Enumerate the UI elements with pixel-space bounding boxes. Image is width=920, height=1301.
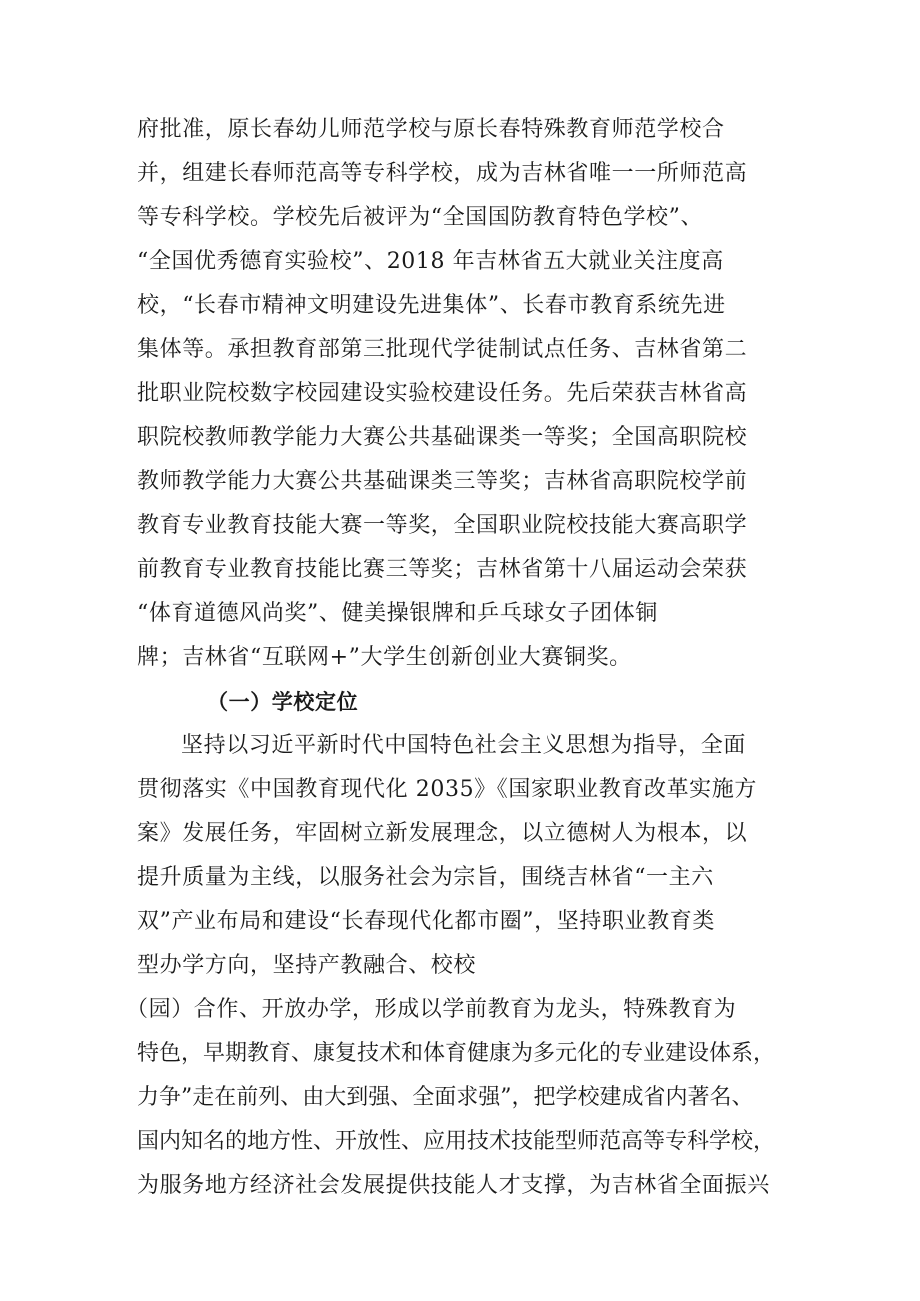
paragraph-line: 力争”走在前列、由大到强、全面求强”，把学校建成省内著名、 — [137, 1085, 754, 1110]
paragraph-line: 案》发展任务，牢固树立新发展理念，以立德树人为根本，以 — [137, 821, 748, 846]
paragraph-line: 教育专业教育技能大赛一等奖，全国职业院校技能大赛高职学 — [137, 513, 748, 538]
paragraph-line: 国内知名的地方性、开放性、应用技术技能型师范高等专科学校， — [137, 1129, 776, 1154]
paragraph-line: 并，组建长春师范高等专科学校，成为吉林省唯一一所师范高 — [137, 161, 748, 186]
paragraph-line: 教师教学能力大赛公共基础课类三等奖；吉林省高职院校学前 — [137, 469, 748, 494]
paragraph-line: “体育道德风尚奖”、健美操银牌和乒乓球女子团体铜 — [137, 601, 658, 626]
paragraph-line: 特色，早期教育、康复技术和体育健康为多元化的专业建设体系， — [137, 1041, 776, 1066]
paragraph-line: 牌；吉林省“互联网+”大学生创新创业大赛铜奖。 — [137, 645, 632, 670]
paragraph-line: 集体等。承担教育部第三批现代学徒制试点任务、吉林省第二 — [137, 337, 748, 362]
paragraph-line: 为服务地方经济社会发展提供技能人才支撑，为吉林省全面振兴 — [137, 1173, 770, 1198]
paragraph-line: 职院校教师教学能力大赛公共基础课类一等奖；全国高职院校 — [137, 425, 748, 450]
paragraph-line: 等专科学校。学校先后被评为“全国国防教育特色学校”、 — [137, 205, 704, 230]
paragraph-line: 前教育专业教育技能比赛三等奖；吉林省第十八届运动会荣获 — [137, 557, 748, 582]
section-heading: （一）学校定位 — [207, 690, 359, 714]
paragraph-line: 府批准，原长春幼儿师范学校与原长春特殊教育师范学校合 — [137, 117, 725, 142]
paragraph-line: 贯彻落实《中国教育现代化 2035》《国家职业教育改革实施方 — [137, 777, 757, 802]
paragraph-line: （园）合作、开放办学，形成以学前教育为龙头，特殊教育为 — [126, 997, 737, 1022]
paragraph-line: 校，“长春市精神文明建设先进集体”、长春市教育系统先进 — [137, 293, 726, 318]
paragraph-line: 双”产业布局和建设“长春现代化都市圈”，坚持职业教育类 — [137, 909, 715, 934]
paragraph-line: 提升质量为主线，以服务社会为宗旨，围绕吉林省“一主六 — [137, 865, 714, 890]
paragraph-line: 批职业院校数字校园建设实验校建设任务。先后荣获吉林省高 — [137, 381, 748, 406]
paragraph-line: 型办学方向，坚持产教融合、校校 — [137, 953, 477, 978]
paragraph-line: 坚持以习近平新时代中国特色社会主义思想为指导，全面 — [181, 733, 747, 758]
paragraph-line: “全国优秀德育实验校”、2018 年吉林省五大就业关注度高 — [137, 249, 724, 274]
